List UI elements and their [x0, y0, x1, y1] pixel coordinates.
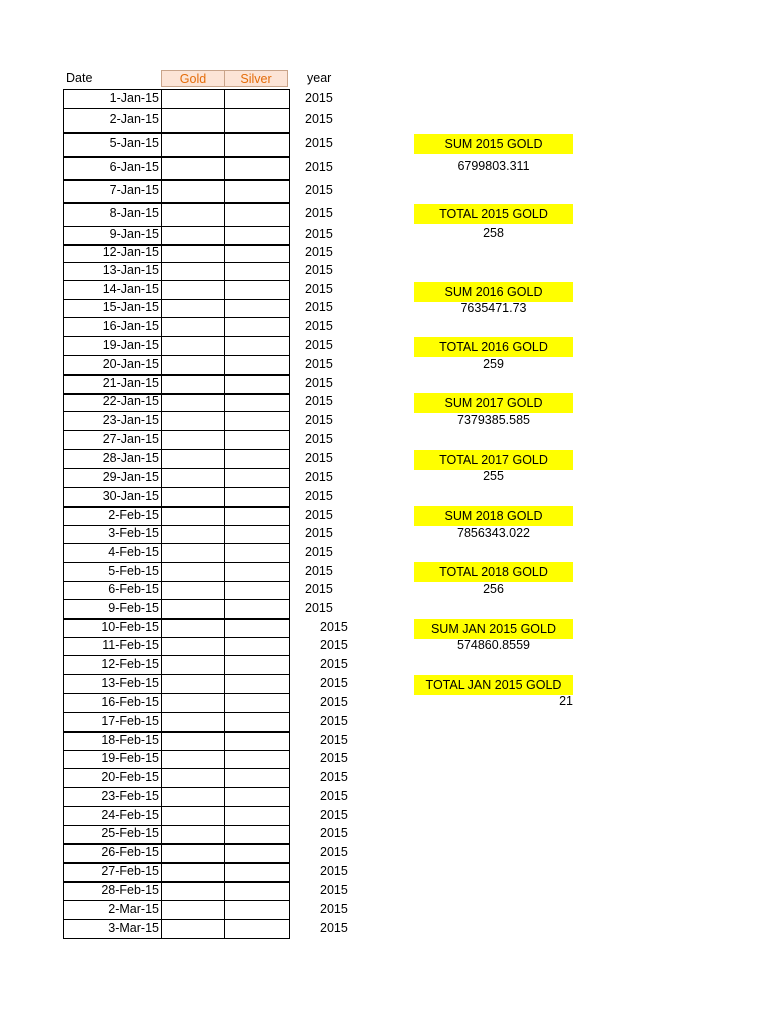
row-border	[64, 374, 289, 376]
summary-value[interactable]: 6799803.311	[457, 159, 530, 173]
row-border	[64, 637, 289, 638]
year-cell[interactable]: 2015	[320, 920, 348, 935]
row-border	[64, 938, 289, 939]
row-border	[64, 336, 289, 337]
date-cell[interactable]: 2-Jan-15	[109, 112, 159, 126]
year-cell[interactable]: 2015	[305, 544, 333, 559]
row-border	[64, 202, 289, 204]
year-cell[interactable]: 2015	[305, 281, 333, 296]
date-cell[interactable]: 5-Feb-15	[108, 563, 159, 578]
year-cell[interactable]: 2015	[305, 600, 333, 615]
date-cell[interactable]: 27-Feb-15	[101, 863, 159, 878]
year-cell[interactable]: 2015	[305, 227, 333, 241]
date-cell[interactable]: 18-Feb-15	[101, 732, 159, 747]
row-border	[64, 156, 289, 158]
date-cell[interactable]: 20-Feb-15	[101, 769, 159, 784]
date-cell[interactable]: 28-Feb-15	[101, 882, 159, 897]
year-cell[interactable]: 2015	[305, 318, 333, 333]
year-cell[interactable]: 2015	[320, 826, 348, 840]
date-cell[interactable]: 28-Jan-15	[102, 450, 159, 465]
row-border	[64, 506, 289, 508]
row-border	[64, 244, 289, 246]
date-cell[interactable]: 14-Jan-15	[102, 281, 159, 296]
year-cell[interactable]: 2015	[305, 300, 333, 314]
summary-value[interactable]: 258	[483, 226, 504, 240]
silver-column-divider	[224, 89, 225, 939]
row-border	[64, 449, 289, 450]
row-border	[64, 430, 289, 431]
summary-label[interactable]: TOTAL 2015 GOLD	[414, 204, 573, 224]
row-border	[64, 787, 289, 788]
year-cell[interactable]: 2015	[305, 356, 333, 371]
year-cell[interactable]: 2015	[320, 751, 348, 765]
year-cell[interactable]: 2015	[320, 694, 348, 709]
date-cell[interactable]: 5-Jan-15	[109, 136, 159, 150]
date-cell[interactable]: 22-Jan-15	[102, 394, 159, 408]
year-cell[interactable]: 2015	[305, 412, 333, 427]
year-cell[interactable]: 2015	[320, 732, 348, 747]
row-border	[64, 108, 289, 109]
summary-label[interactable]: TOTAL JAN 2015 GOLD	[414, 675, 573, 695]
row-border	[64, 393, 289, 395]
date-cell[interactable]: 21-Jan-15	[102, 375, 159, 390]
date-cell[interactable]: 19-Feb-15	[101, 751, 159, 765]
year-cell[interactable]: 2015	[305, 450, 333, 465]
date-cell[interactable]: 11-Feb-15	[102, 638, 159, 652]
date-cell[interactable]: 2-Mar-15	[108, 901, 159, 916]
row-border	[64, 843, 289, 845]
date-cell[interactable]: 8-Jan-15	[109, 206, 159, 220]
date-cell[interactable]: 4-Feb-15	[108, 544, 159, 559]
year-cell[interactable]: 2015	[320, 807, 348, 822]
date-cell[interactable]: 9-Jan-15	[109, 227, 159, 241]
row-border	[64, 693, 289, 694]
date-cell[interactable]: 23-Jan-15	[102, 412, 159, 427]
year-cell[interactable]: 2015	[305, 206, 333, 220]
row-border	[64, 731, 289, 733]
date-cell[interactable]: 26-Feb-15	[101, 844, 159, 859]
row-border	[64, 132, 289, 134]
year-cell[interactable]: 2015	[305, 563, 333, 578]
date-cell[interactable]: 1-Jan-15	[109, 90, 159, 105]
date-cell[interactable]: 6-Feb-15	[108, 582, 159, 596]
summary-label[interactable]: SUM JAN 2015 GOLD	[414, 619, 573, 639]
row-border	[64, 881, 289, 883]
date-cell[interactable]: 23-Feb-15	[101, 788, 159, 803]
row-border	[64, 179, 289, 181]
year-cell[interactable]: 2015	[305, 245, 333, 259]
date-cell[interactable]: 15-Jan-15	[102, 300, 159, 314]
date-column-header: Date	[66, 71, 93, 85]
summary-value[interactable]: 259	[483, 357, 504, 371]
summary-label[interactable]: TOTAL 2017 GOLD	[414, 450, 573, 470]
year-cell[interactable]: 2015	[305, 182, 333, 197]
date-cell[interactable]: 13-Feb-15	[101, 675, 159, 690]
row-border	[64, 525, 289, 526]
summary-value[interactable]: 7379385.585	[457, 413, 530, 427]
gold-column-divider	[161, 89, 162, 939]
row-border	[64, 562, 289, 563]
date-cell[interactable]: 9-Feb-15	[108, 600, 159, 615]
date-cell[interactable]: 19-Jan-15	[102, 337, 159, 352]
date-cell[interactable]: 12-Jan-15	[102, 245, 159, 259]
year-cell[interactable]: 2015	[320, 619, 348, 634]
year-cell[interactable]: 2015	[305, 469, 333, 484]
year-cell[interactable]: 2015	[320, 863, 348, 878]
summary-label[interactable]: SUM 2016 GOLD	[414, 282, 573, 302]
year-cell[interactable]: 2015	[305, 375, 333, 390]
year-cell[interactable]: 2015	[320, 844, 348, 859]
row-border	[64, 226, 289, 227]
summary-label[interactable]: SUM 2017 GOLD	[414, 393, 573, 413]
row-border	[64, 487, 289, 488]
row-border	[64, 919, 289, 920]
summary-label[interactable]: SUM 2015 GOLD	[414, 134, 573, 154]
row-border	[64, 355, 289, 356]
year-cell[interactable]: 2015	[320, 675, 348, 690]
year-cell[interactable]: 2015	[320, 656, 348, 671]
year-cell[interactable]: 2015	[305, 488, 333, 503]
silver-column-header[interactable]: Silver	[224, 70, 288, 87]
row-border	[64, 89, 289, 90]
date-cell[interactable]: 20-Jan-15	[102, 356, 159, 371]
gold-column-header[interactable]: Gold	[161, 70, 225, 87]
year-cell[interactable]: 2015	[320, 882, 348, 897]
year-cell[interactable]: 2015	[305, 263, 333, 277]
date-cell[interactable]: 30-Jan-15	[102, 488, 159, 503]
row-border	[64, 862, 289, 864]
year-column-header: year	[307, 71, 332, 85]
year-cell[interactable]: 2015	[305, 431, 333, 446]
year-cell[interactable]: 2015	[320, 638, 348, 652]
year-cell[interactable]: 2015	[320, 713, 348, 728]
year-cell[interactable]: 2015	[320, 901, 348, 916]
summary-value[interactable]: 7635471.73	[460, 301, 527, 315]
row-border	[64, 806, 289, 807]
date-cell[interactable]: 24-Feb-15	[101, 807, 159, 822]
date-cell[interactable]: 16-Feb-15	[101, 694, 159, 709]
data-table-grid	[63, 89, 290, 939]
year-cell[interactable]: 2015	[305, 394, 333, 408]
summary-label[interactable]: TOTAL 2016 GOLD	[414, 337, 573, 357]
row-border	[64, 750, 289, 751]
date-cell[interactable]: 7-Jan-15	[109, 182, 159, 197]
year-cell[interactable]: 2015	[305, 136, 333, 150]
date-cell[interactable]: 6-Jan-15	[109, 159, 159, 174]
row-border	[64, 655, 289, 656]
row-border	[64, 581, 289, 582]
date-cell[interactable]: 27-Jan-15	[102, 431, 159, 446]
year-cell[interactable]: 2015	[305, 337, 333, 352]
row-border	[64, 618, 289, 620]
row-border	[64, 712, 289, 713]
date-cell[interactable]: 3-Mar-15	[108, 920, 159, 935]
summary-label[interactable]: TOTAL 2018 GOLD	[414, 562, 573, 582]
row-border	[64, 674, 289, 675]
year-cell[interactable]: 2015	[305, 159, 333, 174]
summary-value[interactable]: 256	[483, 582, 504, 596]
row-border	[64, 900, 289, 901]
summary-value[interactable]: 7856343.022	[457, 526, 530, 540]
row-border	[64, 768, 289, 769]
year-cell[interactable]: 2015	[305, 507, 333, 522]
row-border	[64, 299, 289, 300]
summary-value[interactable]: 21	[559, 694, 573, 708]
date-cell[interactable]: 10-Feb-15	[101, 619, 159, 634]
row-border	[64, 317, 289, 318]
date-cell[interactable]: 13-Jan-15	[102, 263, 159, 277]
year-cell[interactable]: 2015	[305, 582, 333, 596]
row-border	[64, 599, 289, 600]
summary-value[interactable]: 574860.8559	[457, 638, 530, 652]
row-border	[64, 262, 289, 263]
year-cell[interactable]: 2015	[320, 788, 348, 803]
date-cell[interactable]: 25-Feb-15	[101, 826, 159, 840]
row-border	[64, 468, 289, 469]
row-border	[64, 543, 289, 544]
date-cell[interactable]: 17-Feb-15	[101, 713, 159, 728]
year-cell[interactable]: 2015	[320, 769, 348, 784]
date-cell[interactable]: 3-Feb-15	[108, 526, 159, 540]
date-cell[interactable]: 16-Jan-15	[102, 318, 159, 333]
year-cell[interactable]: 2015	[305, 112, 333, 126]
row-border	[64, 280, 289, 281]
summary-label[interactable]: SUM 2018 GOLD	[414, 506, 573, 526]
summary-value[interactable]: 255	[483, 469, 504, 483]
year-cell[interactable]: 2015	[305, 90, 333, 105]
row-border	[64, 825, 289, 826]
date-cell[interactable]: 2-Feb-15	[108, 507, 159, 522]
date-cell[interactable]: 29-Jan-15	[102, 469, 159, 484]
year-cell[interactable]: 2015	[305, 526, 333, 540]
date-cell[interactable]: 12-Feb-15	[101, 656, 159, 671]
row-border	[64, 411, 289, 412]
